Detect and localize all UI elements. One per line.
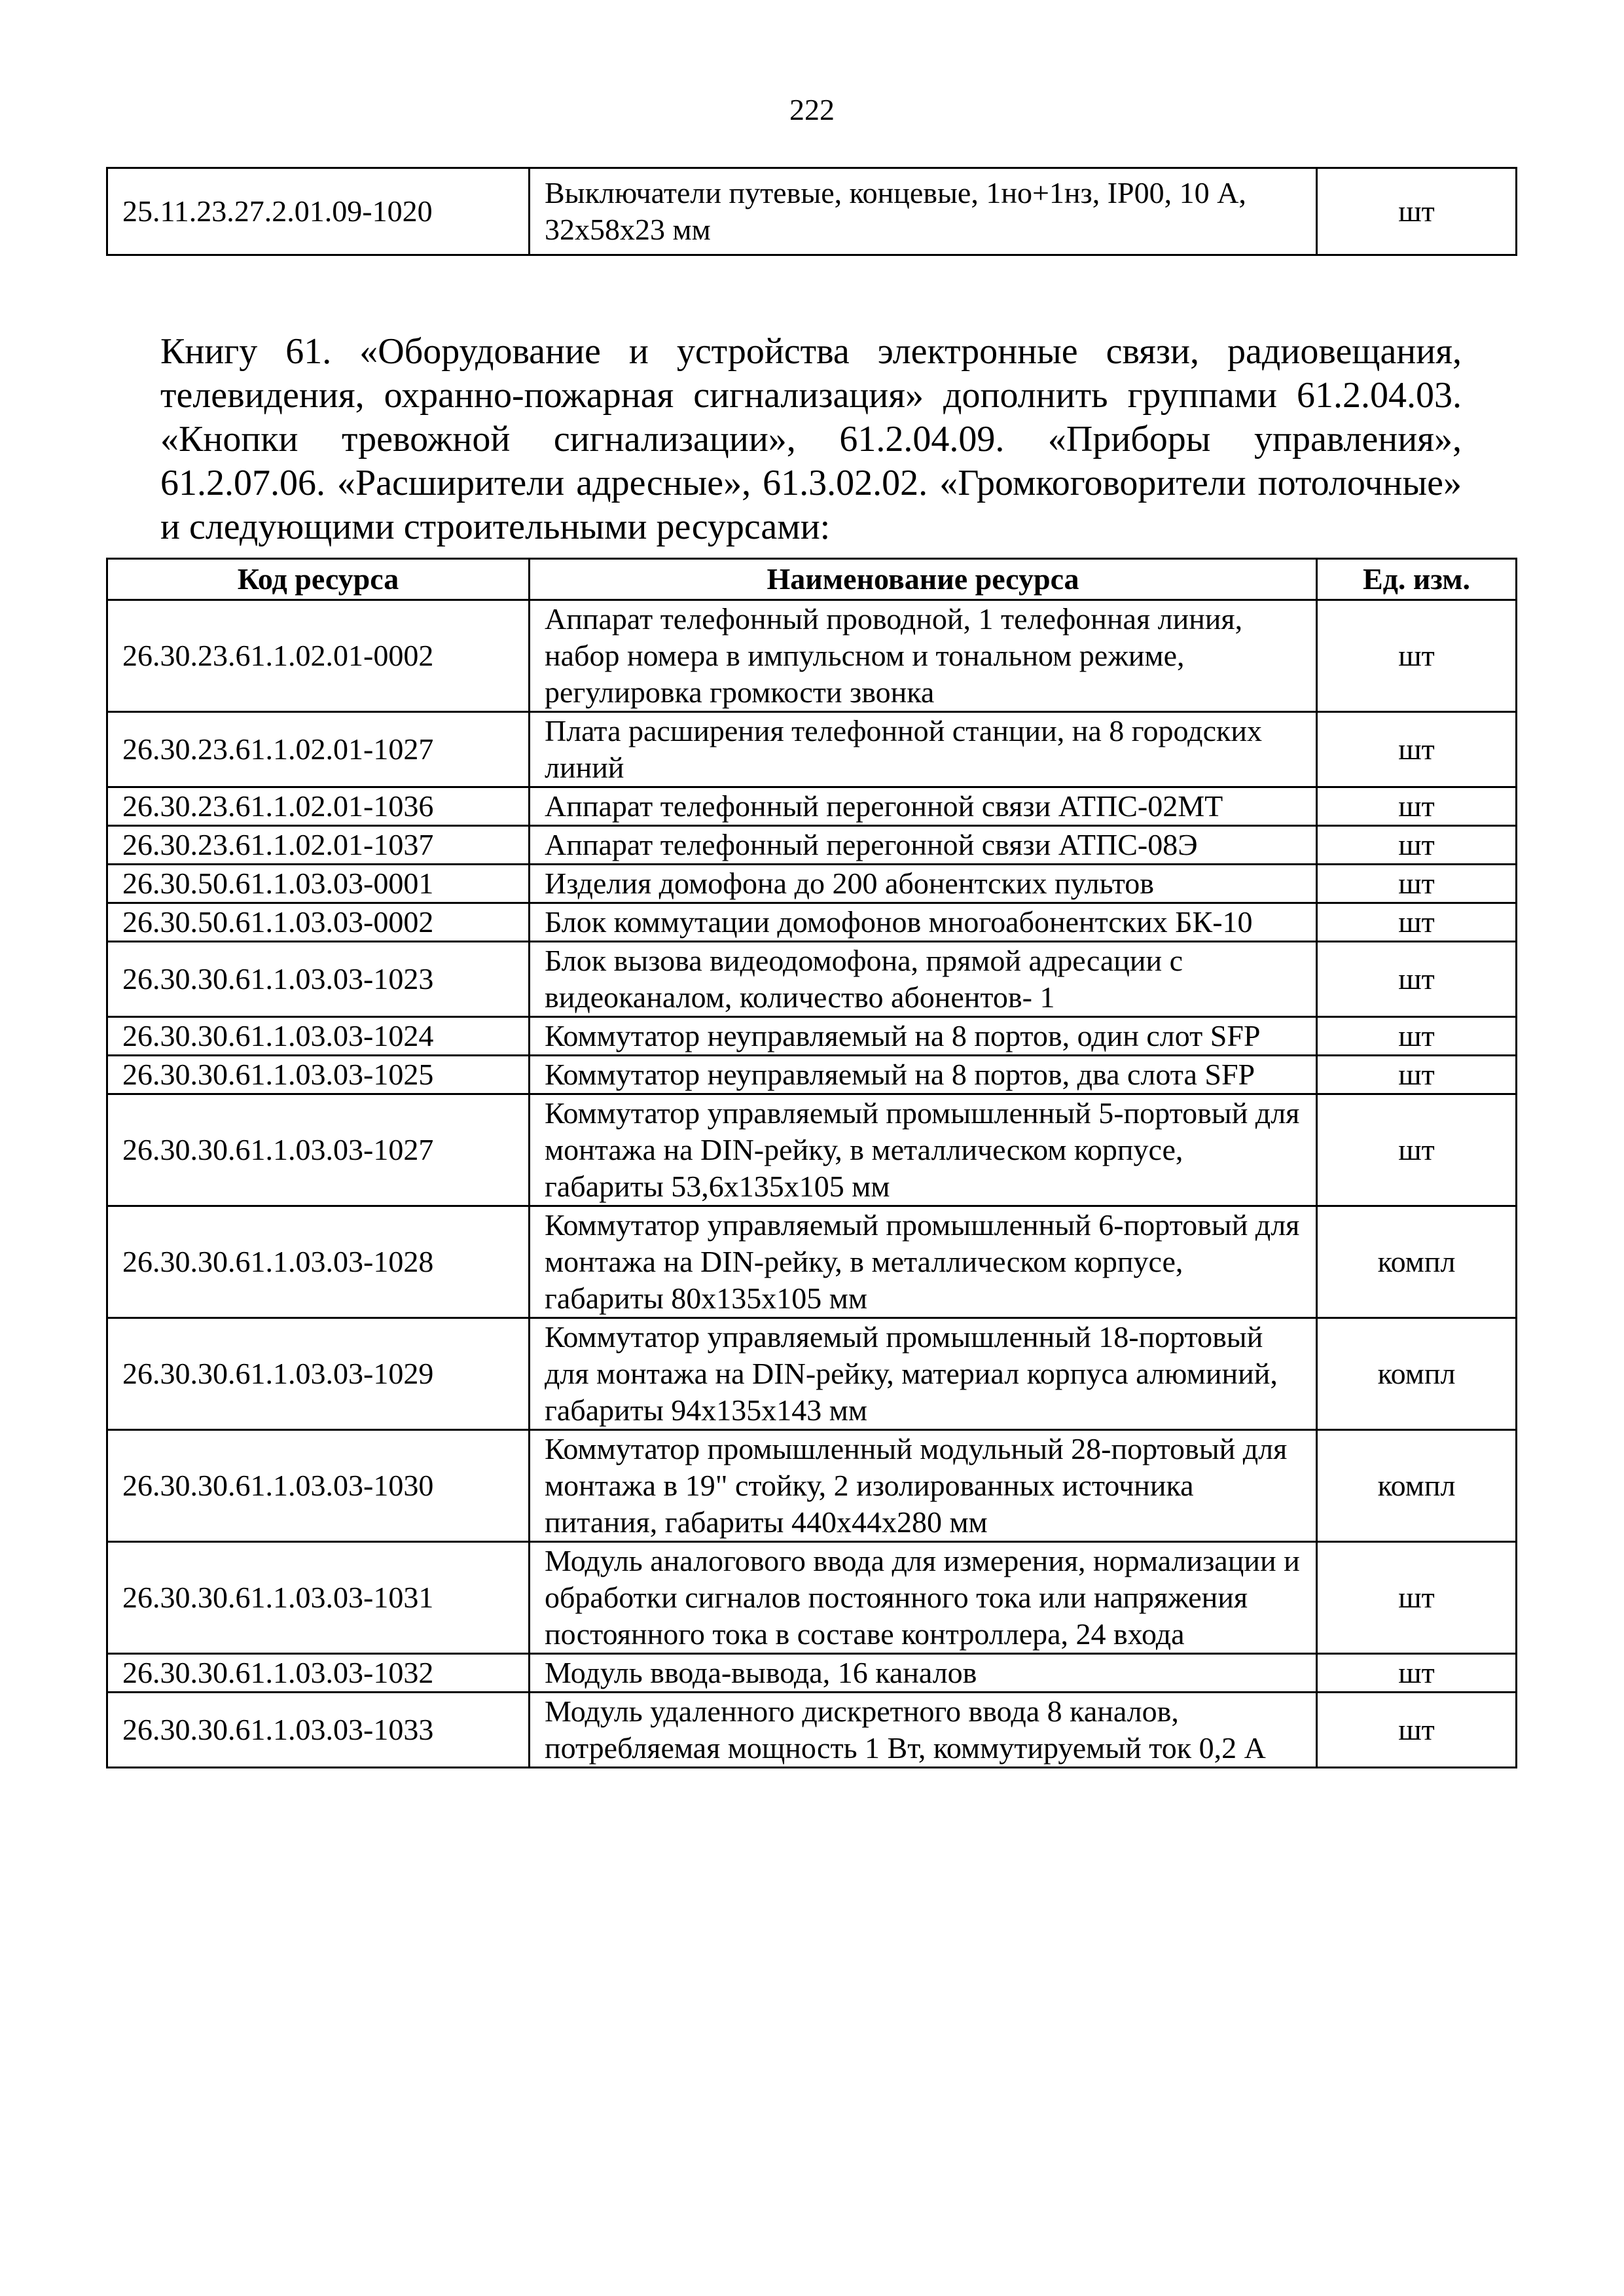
cell-code: 26.30.23.61.1.02.01-1037	[107, 826, 530, 865]
cell-unit: шт	[1317, 787, 1517, 826]
cell-code: 26.30.23.61.1.02.01-0002	[107, 600, 530, 712]
cell-name: Коммутатор неуправляемый на 8 портов, один слот SFP	[530, 1017, 1317, 1056]
cell-unit: шт	[1317, 600, 1517, 712]
top-resource-table	[106, 167, 1517, 256]
cell-name: Коммутатор промышленный модульный 28-портовый для монтажа в 19" стойку, 2 изолированных источника питания, габариты 440х44х280 мм	[530, 1430, 1317, 1542]
top-table-body	[107, 168, 1517, 255]
resource-table-body	[107, 600, 1517, 1768]
cell-name: Коммутатор неуправляемый на 8 портов, два слота SFP	[530, 1056, 1317, 1094]
cell-code: 26.30.50.61.1.03.03-0001	[107, 865, 530, 903]
cell-name: Изделия домофона до 200 абонентских пультов	[530, 865, 1317, 903]
cell-name: Модуль аналогового ввода для измерения, нормализации и обработки сигналов постоянного тока или напряжения постоянного тока в составе контроллера, 24 входа	[530, 1542, 1317, 1654]
table-row	[107, 942, 1517, 1017]
page-number: 222	[789, 93, 835, 126]
cell-unit: шт	[1317, 1056, 1517, 1094]
table-row	[107, 826, 1517, 865]
cell-code: 25.11.23.27.2.01.09-1020	[107, 168, 530, 255]
table-row	[107, 1094, 1517, 1206]
cell-unit: шт	[1317, 1017, 1517, 1056]
cell-unit: шт	[1317, 865, 1517, 903]
cell-unit: шт	[1317, 1693, 1517, 1768]
header-code: Код ресурса	[107, 559, 530, 600]
cell-name: Коммутатор управляемый промышленный 18-портовый для монтажа на DIN-рейку, материал корпуса алюминий, габариты 94х135х143 мм	[530, 1318, 1317, 1430]
cell-unit: шт	[1317, 1654, 1517, 1693]
cell-name: Коммутатор управляемый промышленный 6-портовый для монтажа на DIN-рейку, в металлическом корпусе, габариты 80х135х105 мм	[530, 1206, 1317, 1318]
table-header-row	[107, 559, 1517, 600]
table-row	[107, 168, 1517, 255]
cell-name: Аппарат телефонный перегонной связи АТПС-08Э	[530, 826, 1317, 865]
cell-code: 26.30.30.61.1.03.03-1024	[107, 1017, 530, 1056]
cell-name: Блок коммутации домофонов многоабонентских БК-10	[530, 903, 1317, 942]
table-row	[107, 1542, 1517, 1654]
cell-code: 26.30.30.61.1.03.03-1033	[107, 1693, 530, 1768]
cell-code: 26.30.30.61.1.03.03-1028	[107, 1206, 530, 1318]
table-row	[107, 600, 1517, 712]
cell-code: 26.30.30.61.1.03.03-1031	[107, 1542, 530, 1654]
cell-code: 26.30.30.61.1.03.03-1025	[107, 1056, 530, 1094]
table-row	[107, 1430, 1517, 1542]
header-unit: Ед. изм.	[1317, 559, 1517, 600]
cell-unit: шт	[1317, 712, 1517, 787]
table-row	[107, 1056, 1517, 1094]
table-row	[107, 1017, 1517, 1056]
cell-unit: шт	[1317, 1094, 1517, 1206]
cell-name: Аппарат телефонный перегонной связи АТПС-02МТ	[530, 787, 1317, 826]
cell-code: 26.30.50.61.1.03.03-0002	[107, 903, 530, 942]
table-row	[107, 1318, 1517, 1430]
cell-code: 26.30.30.61.1.03.03-1027	[107, 1094, 530, 1206]
table-row	[107, 865, 1517, 903]
table-row	[107, 903, 1517, 942]
cell-name: Модуль ввода-вывода, 16 каналов	[530, 1654, 1317, 1693]
cell-unit: шт	[1317, 942, 1517, 1017]
cell-code: 26.30.23.61.1.02.01-1027	[107, 712, 530, 787]
cell-unit: шт	[1317, 903, 1517, 942]
cell-unit: компл	[1317, 1318, 1517, 1430]
cell-code: 26.30.30.61.1.03.03-1023	[107, 942, 530, 1017]
cell-unit: шт	[1317, 168, 1517, 255]
cell-code: 26.30.30.61.1.03.03-1032	[107, 1654, 530, 1693]
intro-paragraph: Книгу 61. «Оборудование и устройства электронные связи, радиовещания, телевидения, охранно-пожарная сигнализация» дополнить группами 61.2.04.03. «Кнопки тревожной сигнализации», 61.2.04.09. «Приборы управления», 61.2.07.06. «Расширители адресные», 61.3.02.02. «Громкоговорители потолочные» и следующими строительными ресурсами:	[160, 331, 1462, 547]
header-name: Наименование ресурса	[530, 559, 1317, 600]
table-row	[107, 787, 1517, 826]
cell-code: 26.30.23.61.1.02.01-1036	[107, 787, 530, 826]
table-row	[107, 1206, 1517, 1318]
cell-name: Модуль удаленного дискретного ввода 8 каналов, потребляемая мощность 1 Вт, коммутируемый ток 0,2 А	[530, 1693, 1317, 1768]
cell-name: Коммутатор управляемый промышленный 5-портовый для монтажа на DIN-рейку, в металлическом корпусе, габариты 53,6х135х105 мм	[530, 1094, 1317, 1206]
cell-code: 26.30.30.61.1.03.03-1030	[107, 1430, 530, 1542]
table-row	[107, 712, 1517, 787]
cell-name: Плата расширения телефонной станции, на 8 городских линий	[530, 712, 1317, 787]
cell-code: 26.30.30.61.1.03.03-1029	[107, 1318, 530, 1430]
cell-name: Блок вызова видеодомофона, прямой адресации с видеоканалом, количество абонентов- 1	[530, 942, 1317, 1017]
table-row	[107, 1693, 1517, 1768]
table-row	[107, 1654, 1517, 1693]
cell-name: Выключатели путевые, концевые, 1но+1нз, IP00, 10 А, 32х58х23 мм	[530, 168, 1317, 255]
cell-unit: шт	[1317, 826, 1517, 865]
cell-unit: компл	[1317, 1430, 1517, 1542]
cell-name: Аппарат телефонный проводной, 1 телефонная линия, набор номера в импульсном и тональном режиме, регулировка громкости звонка	[530, 600, 1317, 712]
cell-unit: шт	[1317, 1542, 1517, 1654]
cell-unit: компл	[1317, 1206, 1517, 1318]
resource-table	[106, 558, 1517, 1768]
